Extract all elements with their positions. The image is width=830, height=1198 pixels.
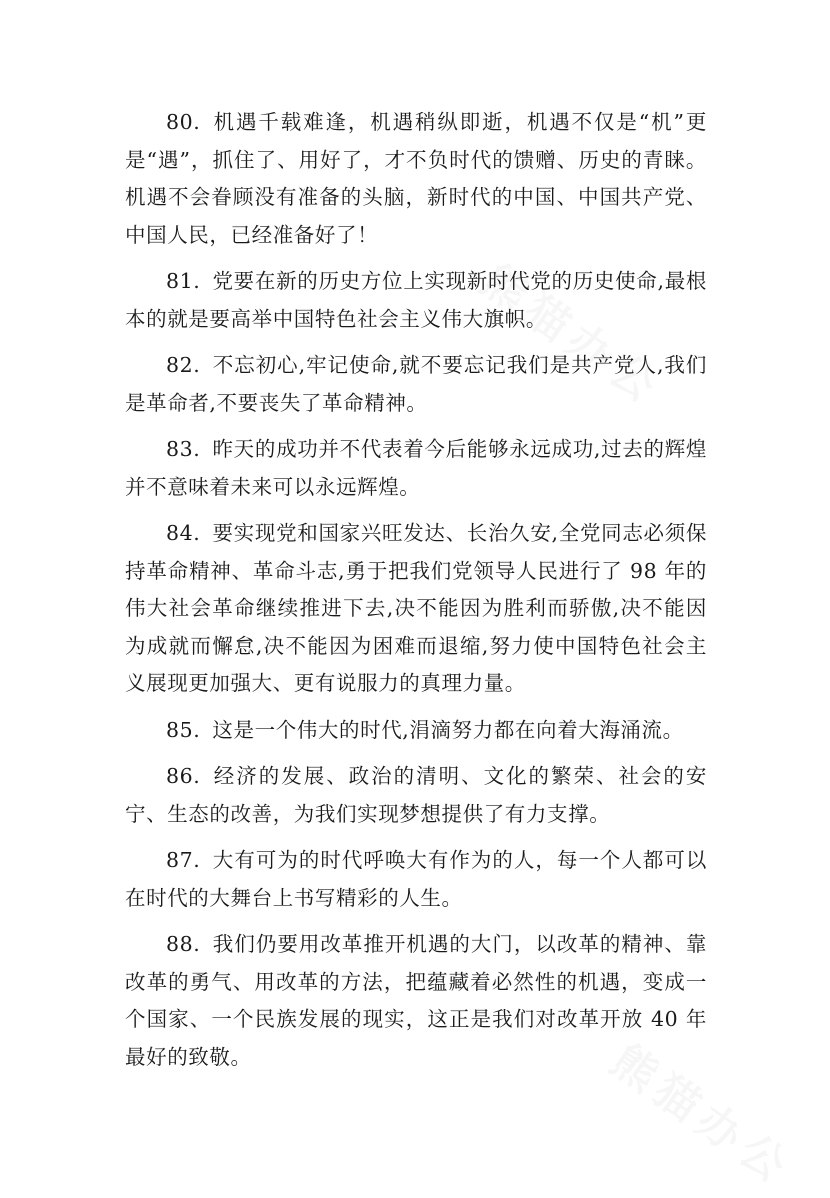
paragraph-text: 大有可为的时代呼唤大有作为的人，每一个人都可以在时代的大舞台上书写精彩的人生。 xyxy=(125,848,707,910)
paragraph-text: 我们仍要用改革推开机遇的大门，以改革的精神、靠改革的勇气、用改革的方法，把蕴藏着必然性的机遇，变成一个国家、一个民族发展的现实，这正是我们对改革开放 40 年最好的致敬。 xyxy=(125,932,707,1069)
paragraph-number: 83. xyxy=(166,437,201,461)
paragraph-number: 84. xyxy=(166,521,201,545)
paragraph-number: 82. xyxy=(166,353,201,377)
paragraph-86 xyxy=(125,758,707,833)
paragraph-text: 机遇千载难逢，机遇稍纵即逝，机遇不仅是“机”更是“遇”，抓住了、用好了，才不负时代的馈赠、历史的青睐。机遇不会眷顾没有准备的头脑，新时代的中国、中国共产党、中国人民，已经准备好了！ xyxy=(125,110,707,247)
paragraph-83 xyxy=(125,431,707,506)
paragraph-text: 要实现党和国家兴旺发达、长治久安,全党同志必须保持革命精神、革命斗志,勇于把我们党领导人民进行了 98 年的伟大社会革命继续推进下去,决不能因为胜利而骄傲,决不能因为成就而懈怠,决不能因为困难而退缩,努力使中国特色社会主义展现更加强大、更有说服力的真理力量。 xyxy=(125,521,707,695)
paragraph-number: 88. xyxy=(166,932,201,956)
paragraph-80 xyxy=(125,104,707,254)
paragraph-84 xyxy=(125,515,707,703)
paragraph-number: 87. xyxy=(166,848,201,872)
paragraph-87 xyxy=(125,842,707,917)
paragraph-number: 86. xyxy=(166,764,201,788)
paragraph-text: 经济的发展、政治的清明、文化的繁荣、社会的安宁、生态的改善，为我们实现梦想提供了有力支撑。 xyxy=(125,764,707,826)
paragraph-85 xyxy=(125,712,707,750)
paragraph-number: 80. xyxy=(166,110,201,134)
paragraph-text: 昨天的成功并不代表着今后能够永远成功,过去的辉煌并不意味着未来可以永远辉煌。 xyxy=(125,437,707,499)
paragraph-text: 这是一个伟大的时代,涓滴努力都在向着大海涌流。 xyxy=(212,717,684,742)
paragraph-81 xyxy=(125,263,707,338)
paragraph-number: 85. xyxy=(166,717,201,742)
paragraph-text: 党要在新的历史方位上实现新时代党的历史使命,最根本的就是要高举中国特色社会主义伟大旗帜。 xyxy=(125,269,707,331)
paragraph-82 xyxy=(125,347,707,422)
paragraph-number: 81. xyxy=(166,269,201,293)
body-text xyxy=(125,104,707,1085)
paragraph-text: 不忘初心,牢记使命,就不要忘记我们是共产党人,我们是革命者,不要丧失了革命精神。 xyxy=(125,353,707,415)
paragraph-88 xyxy=(125,926,707,1076)
